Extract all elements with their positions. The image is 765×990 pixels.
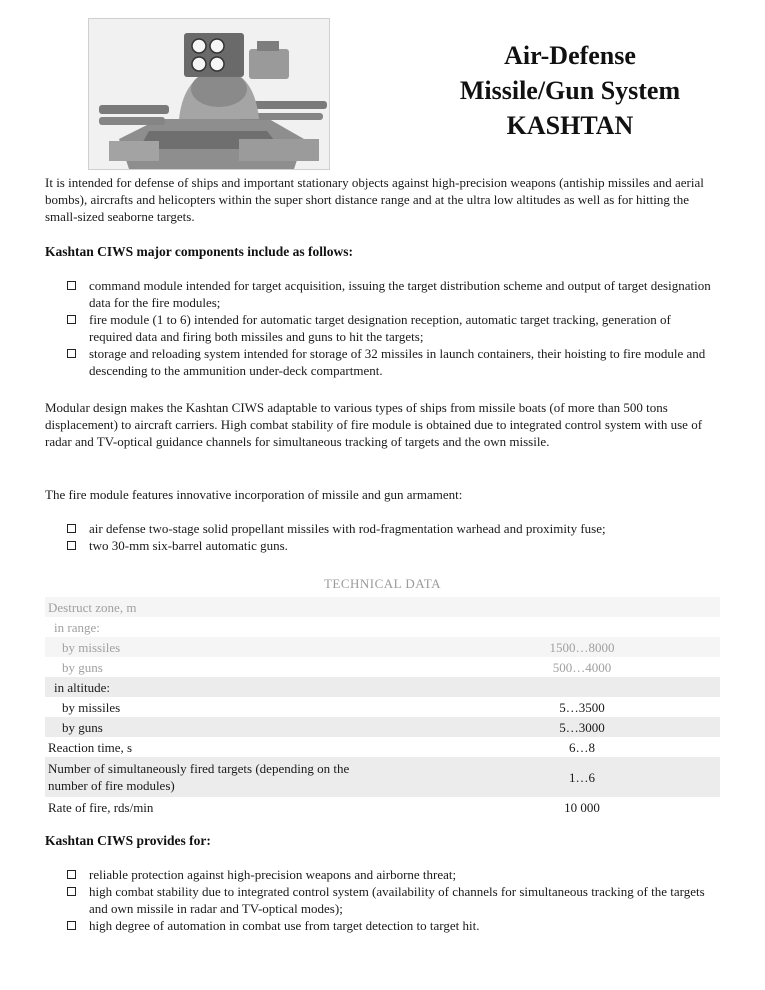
list-item bbox=[67, 883, 717, 917]
row-label: by missiles bbox=[45, 637, 444, 657]
list-item bbox=[67, 345, 717, 379]
table-row bbox=[45, 677, 720, 697]
checkbox-bullet-icon bbox=[67, 524, 76, 533]
title-line-3: KASHTAN bbox=[506, 111, 634, 140]
armament-intro: The fire module features innovative incorporation of missile and gun armament: bbox=[45, 487, 463, 502]
row-label: Reaction time, s bbox=[48, 739, 133, 755]
checkbox-bullet-icon bbox=[67, 870, 76, 879]
table-row bbox=[45, 737, 720, 757]
row-label: in range: bbox=[54, 619, 100, 635]
list-item bbox=[67, 917, 717, 934]
row-label: by missiles bbox=[62, 699, 121, 715]
list-item bbox=[67, 520, 717, 537]
checkbox-bullet-icon bbox=[67, 349, 76, 358]
list-item bbox=[67, 866, 717, 883]
row-value: 5…3000 bbox=[444, 717, 720, 737]
armament-list bbox=[67, 520, 717, 554]
row-value: 500…4000 bbox=[552, 659, 612, 675]
checkbox-bullet-icon bbox=[67, 315, 76, 324]
row-value: 6…8 bbox=[569, 739, 595, 755]
list-item-text: air defense two-stage solid propellant missiles with rod-fragmentation warhead and proximity fuse; bbox=[89, 521, 606, 536]
title-line-2: Missile/Gun System bbox=[459, 76, 681, 105]
table-row bbox=[45, 617, 720, 637]
table-row bbox=[45, 797, 720, 817]
list-item-text: reliable protection against high-precision weapons and airborne threat; bbox=[89, 867, 457, 882]
list-item bbox=[67, 277, 717, 311]
row-value bbox=[444, 617, 720, 637]
table-row bbox=[45, 697, 720, 717]
provides-list bbox=[67, 866, 717, 934]
table-row bbox=[45, 717, 720, 737]
row-label: Destruct zone, m bbox=[45, 597, 444, 617]
checkbox-bullet-icon bbox=[67, 887, 76, 896]
components-heading: Kashtan CIWS major components include as follows: bbox=[45, 244, 354, 259]
page-title bbox=[430, 38, 710, 143]
checkbox-bullet-icon bbox=[67, 281, 76, 290]
row-label: by guns bbox=[45, 717, 444, 737]
components-list bbox=[67, 277, 717, 379]
row-label: Number of simultaneously fired targets (depending on the number of fire modules) bbox=[45, 757, 444, 797]
list-item bbox=[67, 537, 717, 554]
row-value: 1…6 bbox=[444, 757, 720, 797]
table-row bbox=[45, 657, 720, 677]
list-item bbox=[67, 311, 717, 345]
row-value: 1500…8000 bbox=[444, 637, 720, 657]
checkbox-bullet-icon bbox=[67, 921, 76, 930]
row-label: Rate of fire, rds/min bbox=[48, 799, 154, 815]
checkbox-bullet-icon bbox=[67, 541, 76, 550]
intro-paragraph: It is intended for defense of ships and important stationary objects against high-precision weapons (antiship missiles and aerial bombs), aircrafts and helicopters within the super short distance range and at the ultra low altitudes as well as for hitting the small-sized seaborne targets. bbox=[45, 175, 704, 224]
table-row bbox=[45, 637, 720, 657]
provides-heading: Kashtan CIWS provides for: bbox=[45, 833, 211, 848]
list-item-text: high combat stability due to integrated control system (availability of channels for simultaneous tracking of the targets and own missile in radar and TV-optical modes); bbox=[89, 884, 705, 916]
list-item-text: command module intended for target acquisition, issuing the target distribution scheme and output of target designation data for the fire modules; bbox=[89, 278, 711, 310]
row-value: 10 000 bbox=[564, 799, 600, 815]
list-item-text: two 30-mm six-barrel automatic guns. bbox=[89, 538, 288, 553]
technical-data-table bbox=[45, 597, 720, 817]
list-item-text: fire module (1 to 6) intended for automatic target designation reception, automatic target tracking, generation of required data and firing both missiles and guns to hit the targets; bbox=[89, 312, 671, 344]
row-label: in altitude: bbox=[45, 677, 444, 697]
weapon-system-illustration bbox=[89, 19, 329, 169]
list-item-text: high degree of automation in combat use from target detection to target hit. bbox=[89, 918, 480, 933]
row-value bbox=[444, 677, 720, 697]
product-photo bbox=[88, 18, 330, 170]
row-label: by guns bbox=[62, 659, 103, 675]
list-item-text: storage and reloading system intended for storage of 32 missiles in launch containers, their hoisting to fire module and descending to the ammunition under-deck compartment. bbox=[89, 346, 706, 378]
technical-data-title: TECHNICAL DATA bbox=[323, 576, 442, 591]
row-value bbox=[444, 597, 720, 617]
title-line-1: Air-Defense bbox=[504, 41, 636, 70]
table-row bbox=[45, 597, 720, 617]
table-row bbox=[45, 757, 720, 797]
row-value: 5…3500 bbox=[559, 699, 605, 715]
modular-paragraph: Modular design makes the Kashtan CIWS adaptable to various types of ships from missile boats (of more than 500 tons displacement) to aircraft carriers. High combat stability of fire module is obtained due to integrated control system with use of radar and TV-optical guidance channels for simultaneous tracking of targets and the own missile. bbox=[45, 400, 703, 449]
